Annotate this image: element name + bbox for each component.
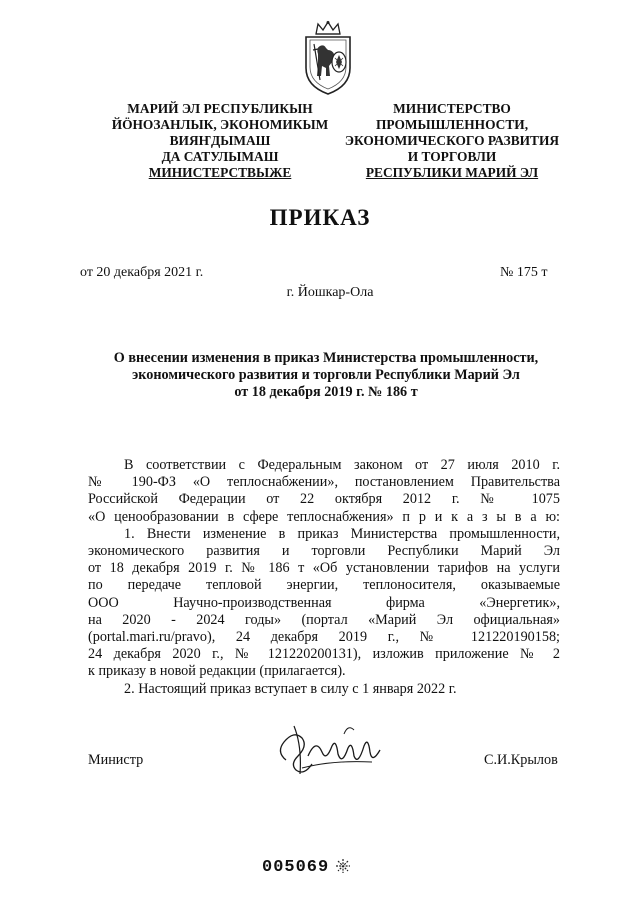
body-line: 1. Внести изменение в приказ Министерства промышленности, xyxy=(124,525,560,542)
body-line: «О ценообразовании в сфере теплоснабжения» п р и к а з ы в а ю: xyxy=(88,508,560,525)
ministry-name-russian xyxy=(330,101,574,181)
body-line: к приказу в новой редакции (прилагается). xyxy=(88,663,346,680)
header-left-line: МИНИСТЕРСТВЫЖЕ xyxy=(148,165,292,180)
handwritten-signature xyxy=(272,716,392,786)
body-line: № 190-ФЗ «О теплоснабжении», постановлением Правительства xyxy=(88,474,560,491)
header-right-line: И ТОРГОВЛИ xyxy=(407,149,497,164)
header-right-line: ПРОМЫШЛЕННОСТИ, xyxy=(375,117,529,132)
body-line: от 18 декабря 2019 г. № 186 т «Об установлении тарифов на услуги xyxy=(88,560,560,577)
header-right-line: МИНИСТЕРСТВО xyxy=(393,101,511,116)
body-line: (portal.mari.ru/pravo), 24 декабря 2019 г., № 121220190158; xyxy=(88,629,560,646)
body-line: Российской Федерации от 22 октября 2012 г. № 1075 xyxy=(88,491,560,508)
body-line: В соответствии с Федеральным законом от 27 июля 2010 г. xyxy=(124,457,560,473)
ministry-name-mari xyxy=(100,101,340,181)
document-date: от 20 декабря 2021 г. xyxy=(80,265,204,280)
coat-of-arms-emblem xyxy=(302,20,354,96)
ornament-star-icon xyxy=(335,858,351,874)
body-line: экономического развития и торговли Республики Марий Эл xyxy=(88,543,560,560)
document-serial-number: 005069 xyxy=(262,858,330,877)
header-left-line: ВИЯҤДЫМАШ xyxy=(169,133,271,148)
document-body xyxy=(88,457,560,698)
subject-line: О внесении изменения в приказ Министерства промышленности, xyxy=(113,350,539,366)
subject-line: экономического развития и торговли Республики Марий Эл xyxy=(132,367,520,383)
header-left-line: ДА САТУЛЫМАШ xyxy=(161,149,279,164)
body-line: 24 декабря 2020 г., № 121220200131), изложив приложение № 2 xyxy=(88,646,560,663)
header-right-line: РЕСПУБЛИКИ МАРИЙ ЭЛ xyxy=(365,165,539,180)
header-right-line: ЭКОНОМИЧЕСКОГО РАЗВИТИЯ xyxy=(344,133,560,148)
document-subject xyxy=(80,350,572,401)
document-city: г. Йошкар-Ола xyxy=(286,285,374,300)
subject-line: от 18 декабря 2019 г. № 186 т xyxy=(234,384,418,400)
signatory-name: С.И.Крылов xyxy=(484,752,558,768)
signatory-role: Министр xyxy=(88,752,144,768)
header-left-line: МАРИЙ ЭЛ РЕСПУБЛИКЫН xyxy=(127,101,313,116)
body-line: ООО Научно-производственная фирма «Энергетик», xyxy=(88,594,560,611)
body-line: 2. Настоящий приказ вступает в силу с 1 января 2022 г. xyxy=(124,680,457,697)
body-line: на 2020 - 2024 годы» (портал «Марий Эл официальная» xyxy=(88,611,560,628)
body-line: по передаче тепловой энергии, теплоносителя, оказываемые xyxy=(88,577,560,594)
document-type-title: ПРИКАЗ xyxy=(269,205,371,230)
document-number: № 175 т xyxy=(500,265,548,280)
header-left-line: ЙӦНОЗАНЛЫК, ЭКОНОМИКЫМ xyxy=(111,117,329,132)
